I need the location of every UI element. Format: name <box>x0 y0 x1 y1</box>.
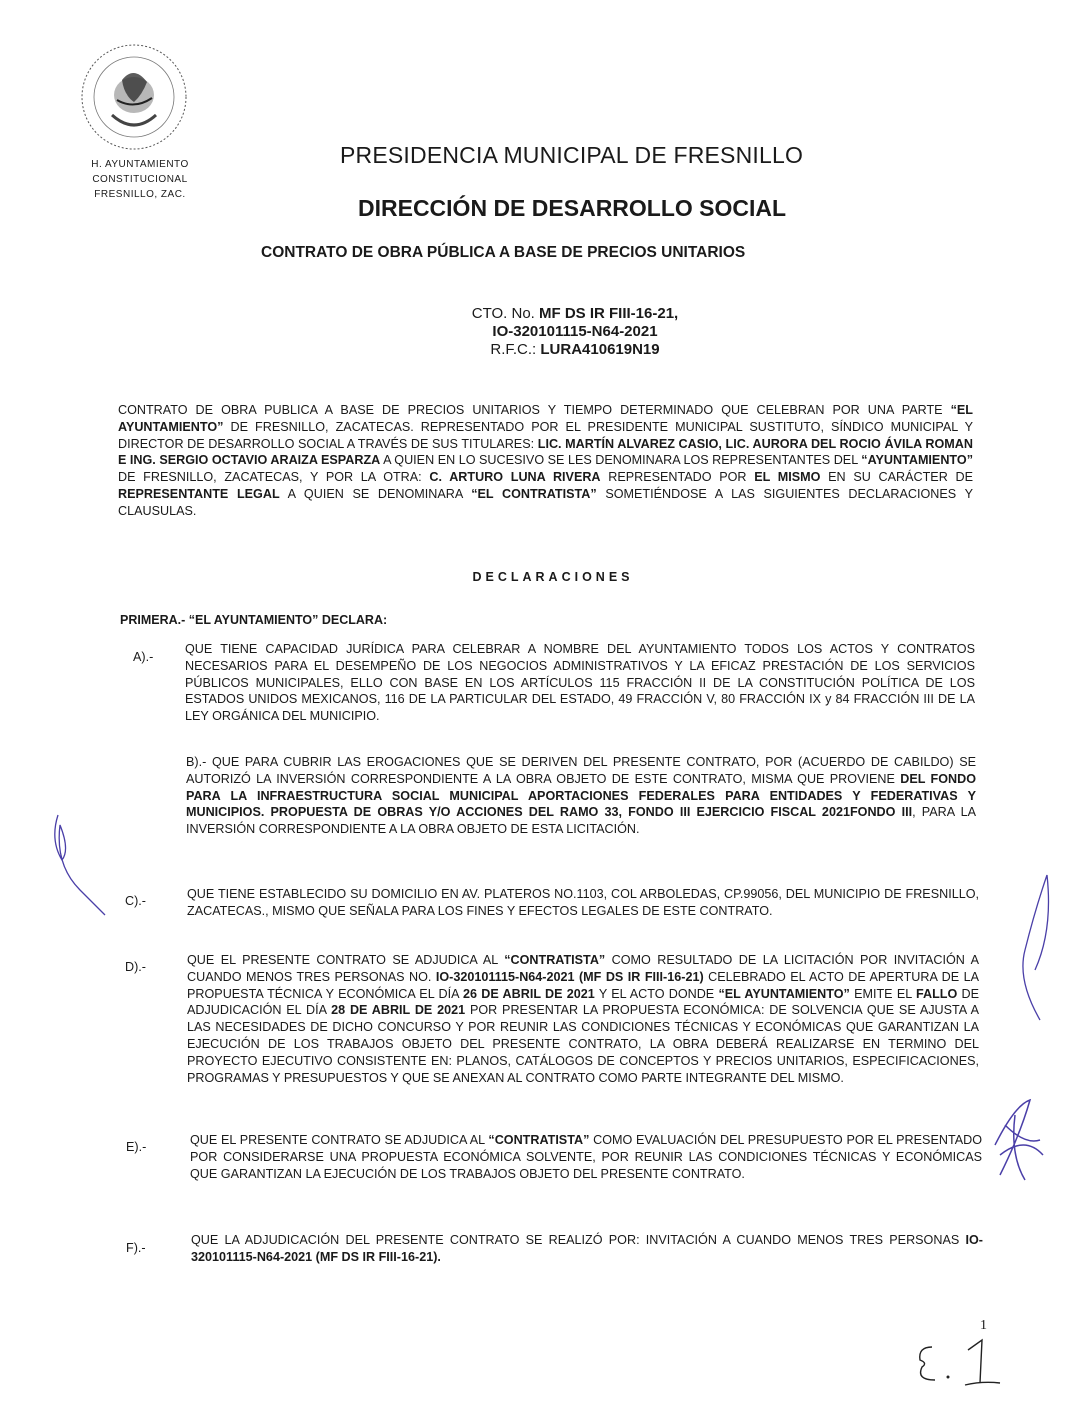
cto-label: CTO. No. <box>471 305 540 322</box>
declaraciones-heading: DECLARACIONES <box>472 570 634 584</box>
text-segment: EN SU CARÁCTER DE <box>820 470 973 485</box>
text-segment: , PARA LA INVERSIÓN CORRESPONDIENTE A LA OBRA OBJETO DE ESTA LICITACIÓN. <box>186 805 976 837</box>
text-segment: COMO EVALUACIÓN DEL PRESUPUESTO POR EL PRESENTADO POR CONSIDERARSE UNA PROPUESTA ECONÓMICA SOLVENTE, POR REUNIR LAS CONDICIONES TÉCNICAS Y ECONÓMICAS QUE GARANTIZAN LA EJECUCIÓN DE LOS TRABAJOS OBJETO DEL PRESENTE CONTRATO. <box>190 1133 982 1181</box>
bold-text-segment: “CONTRATISTA” <box>504 953 606 967</box>
clause-e-label: E).- <box>126 1140 147 1154</box>
rfc-label: R.F.C.: <box>490 341 541 358</box>
text-segment: DE ADJUDICACIÓN EL DÍA <box>187 986 980 1018</box>
bold-text-segment: “EL CONTRATISTA” <box>471 486 597 501</box>
handwritten-page-mark <box>910 1335 1005 1390</box>
bold-text-segment: “EL AYUNTAMIENTO” <box>118 403 973 434</box>
text-segment: Y EL ACTO DONDE <box>594 986 719 1001</box>
ayuntamiento-line: FRESNILLO, ZAC. <box>94 189 186 200</box>
ayuntamiento-line: H. AYUNTAMIENTO <box>91 159 189 170</box>
text-segment: POR PRESENTAR LA PROPUESTA ECONÓMICA: DE SOLVENCIA QUE SE AJUSTA A LAS NECESIDADES DE DICHO CONCURSO Y POR REUNIR LAS CONDICIONES TÉCNICAS Y ECONÓMICAS QUE GARANTIZAN LA EJECUCIÓN DE LOS TRABAJOS OBJETO DEL PRESENTE CONTRATO, LA OBRA DEBERÁ REALIZARSE EN TERMINO DEL PROYECTO EJECUTIVO CONSISTENTE EN: PLANOS, CATÁLOGOS DE CONCEPTOS Y PRECIOS UNITARIOS, ESPECIFICACIONES, PROGRAMAS Y PRESUPUESTOS Y QUE SE ANEXAN AL CONTRATO COMO PARTE INTEGRANTE DEL MISMO. <box>187 1003 979 1085</box>
rfc-value: LURA410619N19 <box>540 341 660 358</box>
bold-text-segment: 26 DE ABRIL DE 2021 <box>463 986 595 1001</box>
contract-identifiers <box>300 305 850 359</box>
clause-d-text <box>187 952 979 1086</box>
io-value: IO-320101115-N64-2021 <box>492 323 658 340</box>
text-segment: A QUIEN SE DENOMINARA <box>279 486 472 501</box>
page-number: 1 <box>980 1318 987 1333</box>
text-segment: QUE LA ADJUDICACIÓN DEL PRESENTE CONTRATO SE REALIZÓ POR: INVITACIÓN A CUANDO MENOS TRES PERSONAS <box>191 1233 966 1247</box>
text-segment: QUE TIENE ESTABLECIDO SU DOMICILIO EN AV. PLATEROS NO.1103, COL ARBOLEDAS, CP.99056, DEL MUNICIPIO DE FRESNILLO, ZACATECAS., MISMO QUE SEÑALA PARA LOS FINES Y EFECTOS LEGALES DE ESTE CONTRATO. <box>187 887 979 918</box>
bold-text-segment: FALLO <box>916 986 958 1001</box>
cto-value: MF DS IR FIII-16-21, <box>539 305 679 322</box>
text-segment: REPRESENTADO POR <box>600 470 755 485</box>
bold-text-segment: “AYUNTAMIENTO” <box>861 453 973 468</box>
clause-f-label: F).- <box>126 1241 146 1255</box>
primera-heading: PRIMERA.- “EL AYUNTAMIENTO” DECLARA: <box>120 613 388 627</box>
document-subtitle: DIRECCIÓN DE DESARROLLO SOCIAL <box>358 195 787 221</box>
bold-text-segment: DEL FONDO PARA LA INFRAESTRUCTURA SOCIAL MUNICIPAL APORTACIONES FEDERALES PARA ENTIDADES Y FEDERATIVAS Y MUNICIPIOS. PROPUESTA DE OBRAS Y/O ACCIONES DEL RAMO 33, FONDO III EJERCICIO FISCAL 2021FONDO III <box>186 771 976 820</box>
clause-a-label: A).- <box>133 650 154 664</box>
handwritten-signature-left <box>40 810 110 920</box>
handwritten-initials <box>985 1095 1050 1185</box>
clause-c-label: C).- <box>125 894 146 908</box>
text-segment: DE FRESNILLO, ZACATECAS, Y POR LA OTRA: <box>118 470 430 485</box>
clause-d-label: D).- <box>125 960 146 974</box>
text-segment: QUE EL PRESENTE CONTRATO SE ADJUDICA AL <box>187 953 505 967</box>
clause-f-text <box>191 1232 983 1266</box>
bold-text-segment: “EL AYUNTAMIENTO” <box>718 986 850 1001</box>
bold-text-segment: IO-320101115-N64-2021 (MF DS IR FIII-16-21) <box>435 969 704 984</box>
bold-text-segment: EL MISMO <box>754 470 821 485</box>
handwritten-signature-right <box>1005 870 1055 1030</box>
mexican-coat-of-arms-seal <box>72 40 197 155</box>
bold-text-segment: C. ARTURO LUNA RIVERA <box>429 470 601 485</box>
text-segment: DE FRESNILLO, ZACATECAS. REPRESENTADO POR EL PRESIDENTE MUNICIPAL SUSTITUTO, SÍNDICO MUNICIPAL Y DIRECTOR DE DESARROLLO SOCIAL A TRAVÉS DE SUS TITULARES: <box>118 419 973 451</box>
text-segment: QUE EL PRESENTE CONTRATO SE ADJUDICA AL <box>190 1133 489 1147</box>
text-segment: QUE TIENE CAPACIDAD JURÍDICA PARA CELEBRAR A NOMBRE DEL AYUNTAMIENTO TODOS LOS ACTOS Y CONTRATOS NECESARIOS PARA EL DESEMPEÑO DE LOS NEGOCIOS ADMINISTRATIVOS Y LA EFICAZ PRESTACIÓN DE LOS SERVICIOS PÚBLICOS MUNICIPALES, ELLO CON BASE EN LOS ARTÍCULOS 115 FRACCIÓN II DE LA CONSTITUCIÓN POLÍTICA DE LOS ESTADOS UNIDOS MEXICANOS, 116 DE LA PARTICULAR DEL ESTADO, 49 FRACCIÓN V, 80 FRACCIÓN IX y 84 FRACCIÓN III DE LA LEY ORGÁNICA DEL MUNICIPIO. <box>185 642 975 724</box>
text-segment: A QUIEN EN LO SUCESIVO SE LES DENOMINARA LOS REPRESENTANTES DEL <box>380 453 862 468</box>
clause-c-text <box>187 886 979 920</box>
bold-text-segment: 28 DE ABRIL DE 2021 <box>331 1003 466 1018</box>
bold-text-segment: LIC. MARTÍN ALVAREZ CASIO, LIC. AURORA DEL ROCIO ÁVILA ROMAN E ING. SERGIO OCTAVIO ARAIZA ESPARZA <box>118 436 973 468</box>
contract-type-heading: CONTRATO DE OBRA PÚBLICA A BASE DE PRECIOS UNITARIOS <box>261 244 746 261</box>
text-segment: QUE PARA CUBRIR LAS EROGACIONES QUE SE DERIVEN DEL PRESENTE CONTRATO, POR (ACUERDO DE CABILDO) SE AUTORIZÓ LA INVERSIÓN CORRESPONDIENTE A LA OBRA OBJETO DE ESTE CONTRATO, MISMA QUE PROVIENE <box>186 755 977 786</box>
clause-b-label: B).- <box>186 755 207 769</box>
text-segment: CELEBRADO EL ACTO DE APERTURA DE LA PROPUESTA TÉCNICA Y ECONÓMICA EL DÍA <box>187 969 979 1001</box>
intro-paragraph <box>118 402 973 520</box>
text-segment: COMO RESULTADO DE LA LICITACIÓN POR INVITACIÓN A CUANDO MENOS TRES PERSONAS NO. <box>187 953 979 984</box>
clause-b-body <box>186 755 976 836</box>
text-segment: EMITE EL <box>849 986 916 1001</box>
document-title: PRESIDENCIA MUNICIPAL DE FRESNILLO <box>340 142 804 168</box>
bold-text-segment: IO-320101115-N64-2021 (MF DS IR FIII-16-21). <box>191 1233 983 1264</box>
bold-text-segment: REPRESENTANTE LEGAL <box>118 486 280 501</box>
ayuntamiento-line: CONSTITUCIONAL <box>92 174 188 185</box>
clause-a-text <box>185 641 975 725</box>
clause-e-text <box>190 1132 982 1182</box>
bold-text-segment: “CONTRATISTA” <box>488 1133 590 1147</box>
clause-b-text <box>186 754 976 838</box>
text-segment: CONTRATO DE OBRA PUBLICA A BASE DE PRECIOS UNITARIOS Y TIEMPO DETERMINADO QUE CELEBRAN POR UNA PARTE <box>118 403 951 417</box>
ayuntamiento-label <box>60 157 220 202</box>
text-segment: SOMETIÉNDOSE A LAS SIGUIENTES DECLARACIONES Y CLAUSULAS. <box>118 486 974 518</box>
